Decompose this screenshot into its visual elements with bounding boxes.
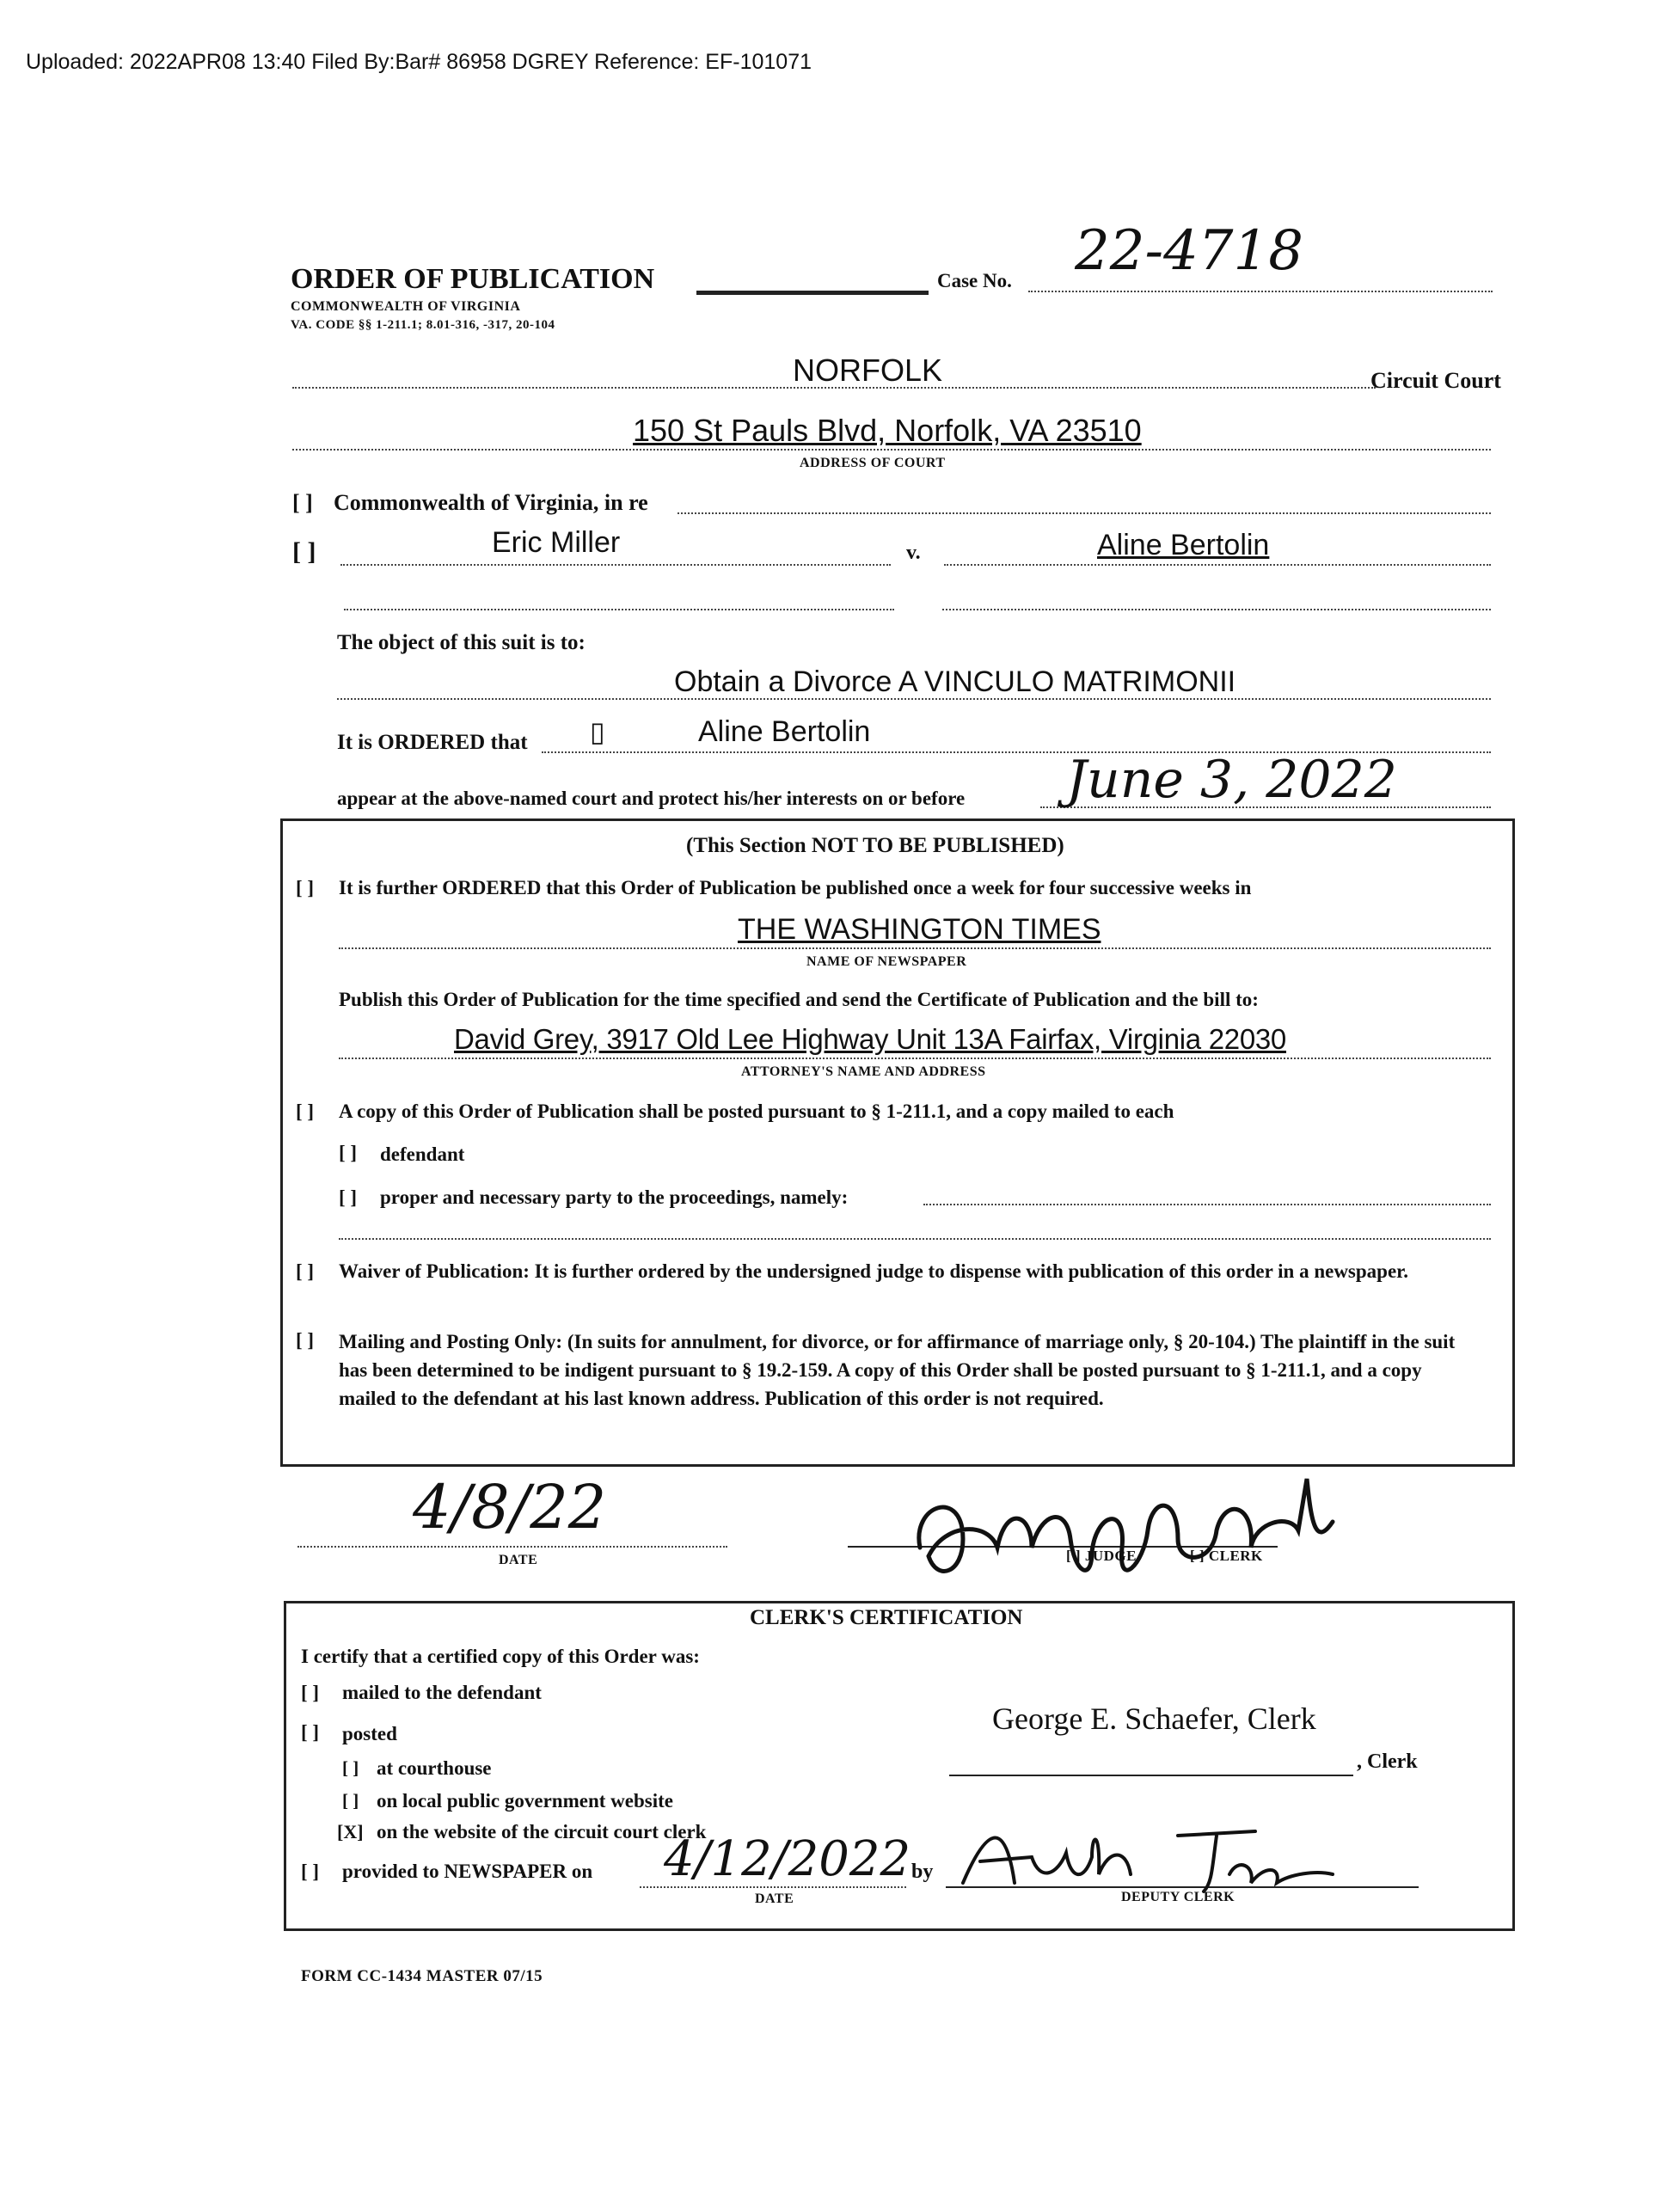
- newspaper-provided-checkbox[interactable]: [ ]: [301, 1861, 320, 1882]
- posted-checkbox[interactable]: [ ]: [296, 1100, 315, 1122]
- attorney-caption: ATTORNEY'S NAME AND ADDRESS: [741, 1064, 986, 1079]
- defendant-line: [944, 564, 1491, 566]
- plaintiff-extra-line: [344, 609, 894, 610]
- waiver-paragraph: [339, 1259, 1482, 1284]
- mailing-checkbox[interactable]: [ ]: [296, 1329, 315, 1351]
- case-number-label: Case No.: [937, 270, 1012, 291]
- newspaper-line: [339, 947, 1491, 949]
- local-website-checkbox[interactable]: [ ]: [342, 1790, 359, 1811]
- posted-cert-checkbox[interactable]: [ ]: [301, 1721, 320, 1743]
- circuit-website-checkbox[interactable]: [X]: [337, 1821, 364, 1842]
- parties-checkbox: [ ]: [292, 537, 316, 566]
- courthouse-option: at courthouse: [377, 1757, 492, 1779]
- ordered-party: Aline Bertolin: [698, 715, 871, 748]
- upload-stamp: Uploaded: 2022APR08 13:40 Filed By:Bar# 86958 DGREY Reference: EF-101071: [26, 50, 812, 74]
- mailing-label: Mailing and Posting Only:: [339, 1331, 563, 1352]
- attorney-line: [339, 1058, 1491, 1059]
- case-number-line: [1028, 291, 1493, 292]
- address-caption: ADDRESS OF COURT: [800, 456, 946, 470]
- newspaper-name: THE WASHINGTON TIMES: [738, 913, 1101, 946]
- defendant-option: defendant: [380, 1143, 465, 1165]
- versus-label: v.: [906, 542, 921, 564]
- waiver-checkbox[interactable]: [ ]: [296, 1260, 315, 1282]
- court-address-line: [292, 449, 1491, 451]
- ordered-label: It is ORDERED that: [337, 731, 528, 754]
- mailing-text: (In suits for annulment, for divorce, or for affirmance of marriage only, § 20-104.) The plaintiff in the suit has been determined to be indigent pursuant to § 19.2-159. A copy of this Order shall be posted pursuant to § 1-211.1, and a copy mailed to the defendant at his last known address. Publication of this order is not required.: [339, 1331, 1456, 1409]
- circuit-website-option: on the website of the circuit court clerk: [377, 1821, 707, 1842]
- object-label: The object of this suit is to:: [337, 631, 586, 654]
- defendant-name: Aline Bertolin: [1097, 529, 1270, 561]
- publish-checkbox[interactable]: [ ]: [296, 877, 315, 898]
- mailed-checkbox[interactable]: [ ]: [301, 1682, 320, 1703]
- unpublished-heading: (This Section NOT TO BE PUBLISHED): [686, 834, 1064, 857]
- clerk-line: [949, 1775, 1353, 1776]
- plaintiff-line: [340, 564, 891, 566]
- judge-option: [ ] JUDGE: [1066, 1548, 1137, 1564]
- plaintiff-name: Eric Miller: [492, 526, 621, 559]
- in-re-checkbox: [ ]: [292, 490, 313, 515]
- form-title: ORDER OF PUBLICATION: [291, 263, 655, 295]
- local-website-option: on local public government website: [377, 1790, 673, 1812]
- title-rule: [696, 291, 929, 295]
- order-date: 4/8/22: [413, 1472, 607, 1542]
- circuit-court-label: Circuit Court: [1370, 368, 1501, 393]
- by-label: by: [911, 1861, 934, 1883]
- judge-signature: [886, 1470, 1350, 1599]
- appear-text: appear at the above-named court and protect his/her interests on or before: [337, 788, 966, 809]
- courthouse-checkbox[interactable]: [ ]: [342, 1757, 359, 1778]
- in-re-line: [678, 512, 1491, 514]
- deputy-clerk-caption: DEPUTY CLERK: [1121, 1890, 1235, 1904]
- court-address: 150 St Pauls Blvd, Norfolk, VA 23510: [633, 413, 1142, 448]
- commonwealth-in-re-label: Commonwealth of Virginia, in re: [334, 490, 648, 515]
- object-text: Obtain a Divorce A VINCULO MATRIMONII: [674, 665, 1236, 698]
- order-date-line: [297, 1546, 727, 1548]
- commonwealth-label: COMMONWEALTH OF VIRGINIA: [291, 299, 521, 314]
- form-number: FORM CC-1434 MASTER 07/15: [301, 1967, 543, 1985]
- va-code-label: VA. CODE §§ 1-211.1; 8.01-316, -317, 20-104: [291, 318, 555, 332]
- party-extra-line: [339, 1238, 1491, 1240]
- send-instructions: Publish this Order of Publication for the time specified and send the Certificate of Publication and the bill to:: [339, 989, 1259, 1010]
- ordered-box-mark: ▯: [590, 716, 605, 747]
- newspaper-provided-label: provided to NEWSPAPER on: [342, 1861, 593, 1882]
- court-name: NORFOLK: [793, 353, 943, 388]
- party-checkbox[interactable]: [ ]: [339, 1186, 358, 1208]
- newspaper-caption: NAME OF NEWSPAPER: [806, 954, 967, 969]
- deputy-signature: [954, 1814, 1350, 1900]
- posted-text: A copy of this Order of Publication shall be posted pursuant to § 1-211.1, and a copy mailed to each: [339, 1100, 1174, 1122]
- mailing-paragraph: [339, 1327, 1482, 1413]
- provided-date: 4/12/2022: [664, 1831, 911, 1887]
- defendant-extra-line: [942, 609, 1491, 610]
- party-line: [923, 1204, 1491, 1205]
- defendant-checkbox[interactable]: [ ]: [339, 1142, 358, 1163]
- party-option: proper and necessary party to the proceedings, namely:: [380, 1186, 849, 1208]
- clerk-suffix: , Clerk: [1357, 1750, 1418, 1773]
- order-date-caption: DATE: [499, 1553, 538, 1567]
- mailed-option: mailed to the defendant: [342, 1682, 542, 1703]
- attorney-address: David Grey, 3917 Old Lee Highway Unit 13A Fairfax, Virginia 22030: [454, 1023, 1286, 1055]
- appear-date: June 3, 2022: [1066, 750, 1397, 810]
- clerk-name: George E. Schaefer, Clerk: [992, 1701, 1316, 1736]
- clerk-option: [ ] CLERK: [1190, 1548, 1263, 1564]
- waiver-text: It is further ordered by the undersigned judge to dispense with publication of this order in a newspaper.: [534, 1260, 1409, 1282]
- waiver-label: Waiver of Publication:: [339, 1260, 530, 1282]
- case-number-value: 22-4718: [1075, 219, 1303, 283]
- certify-text: I certify that a certified copy of this Order was:: [301, 1646, 700, 1667]
- posted-option: posted: [342, 1723, 397, 1744]
- publish-text: It is further ORDERED that this Order of Publication be published once a week for four successive weeks in: [339, 877, 1252, 898]
- certification-heading: CLERK'S CERTIFICATION: [750, 1606, 1023, 1629]
- provided-date-caption: DATE: [755, 1891, 794, 1906]
